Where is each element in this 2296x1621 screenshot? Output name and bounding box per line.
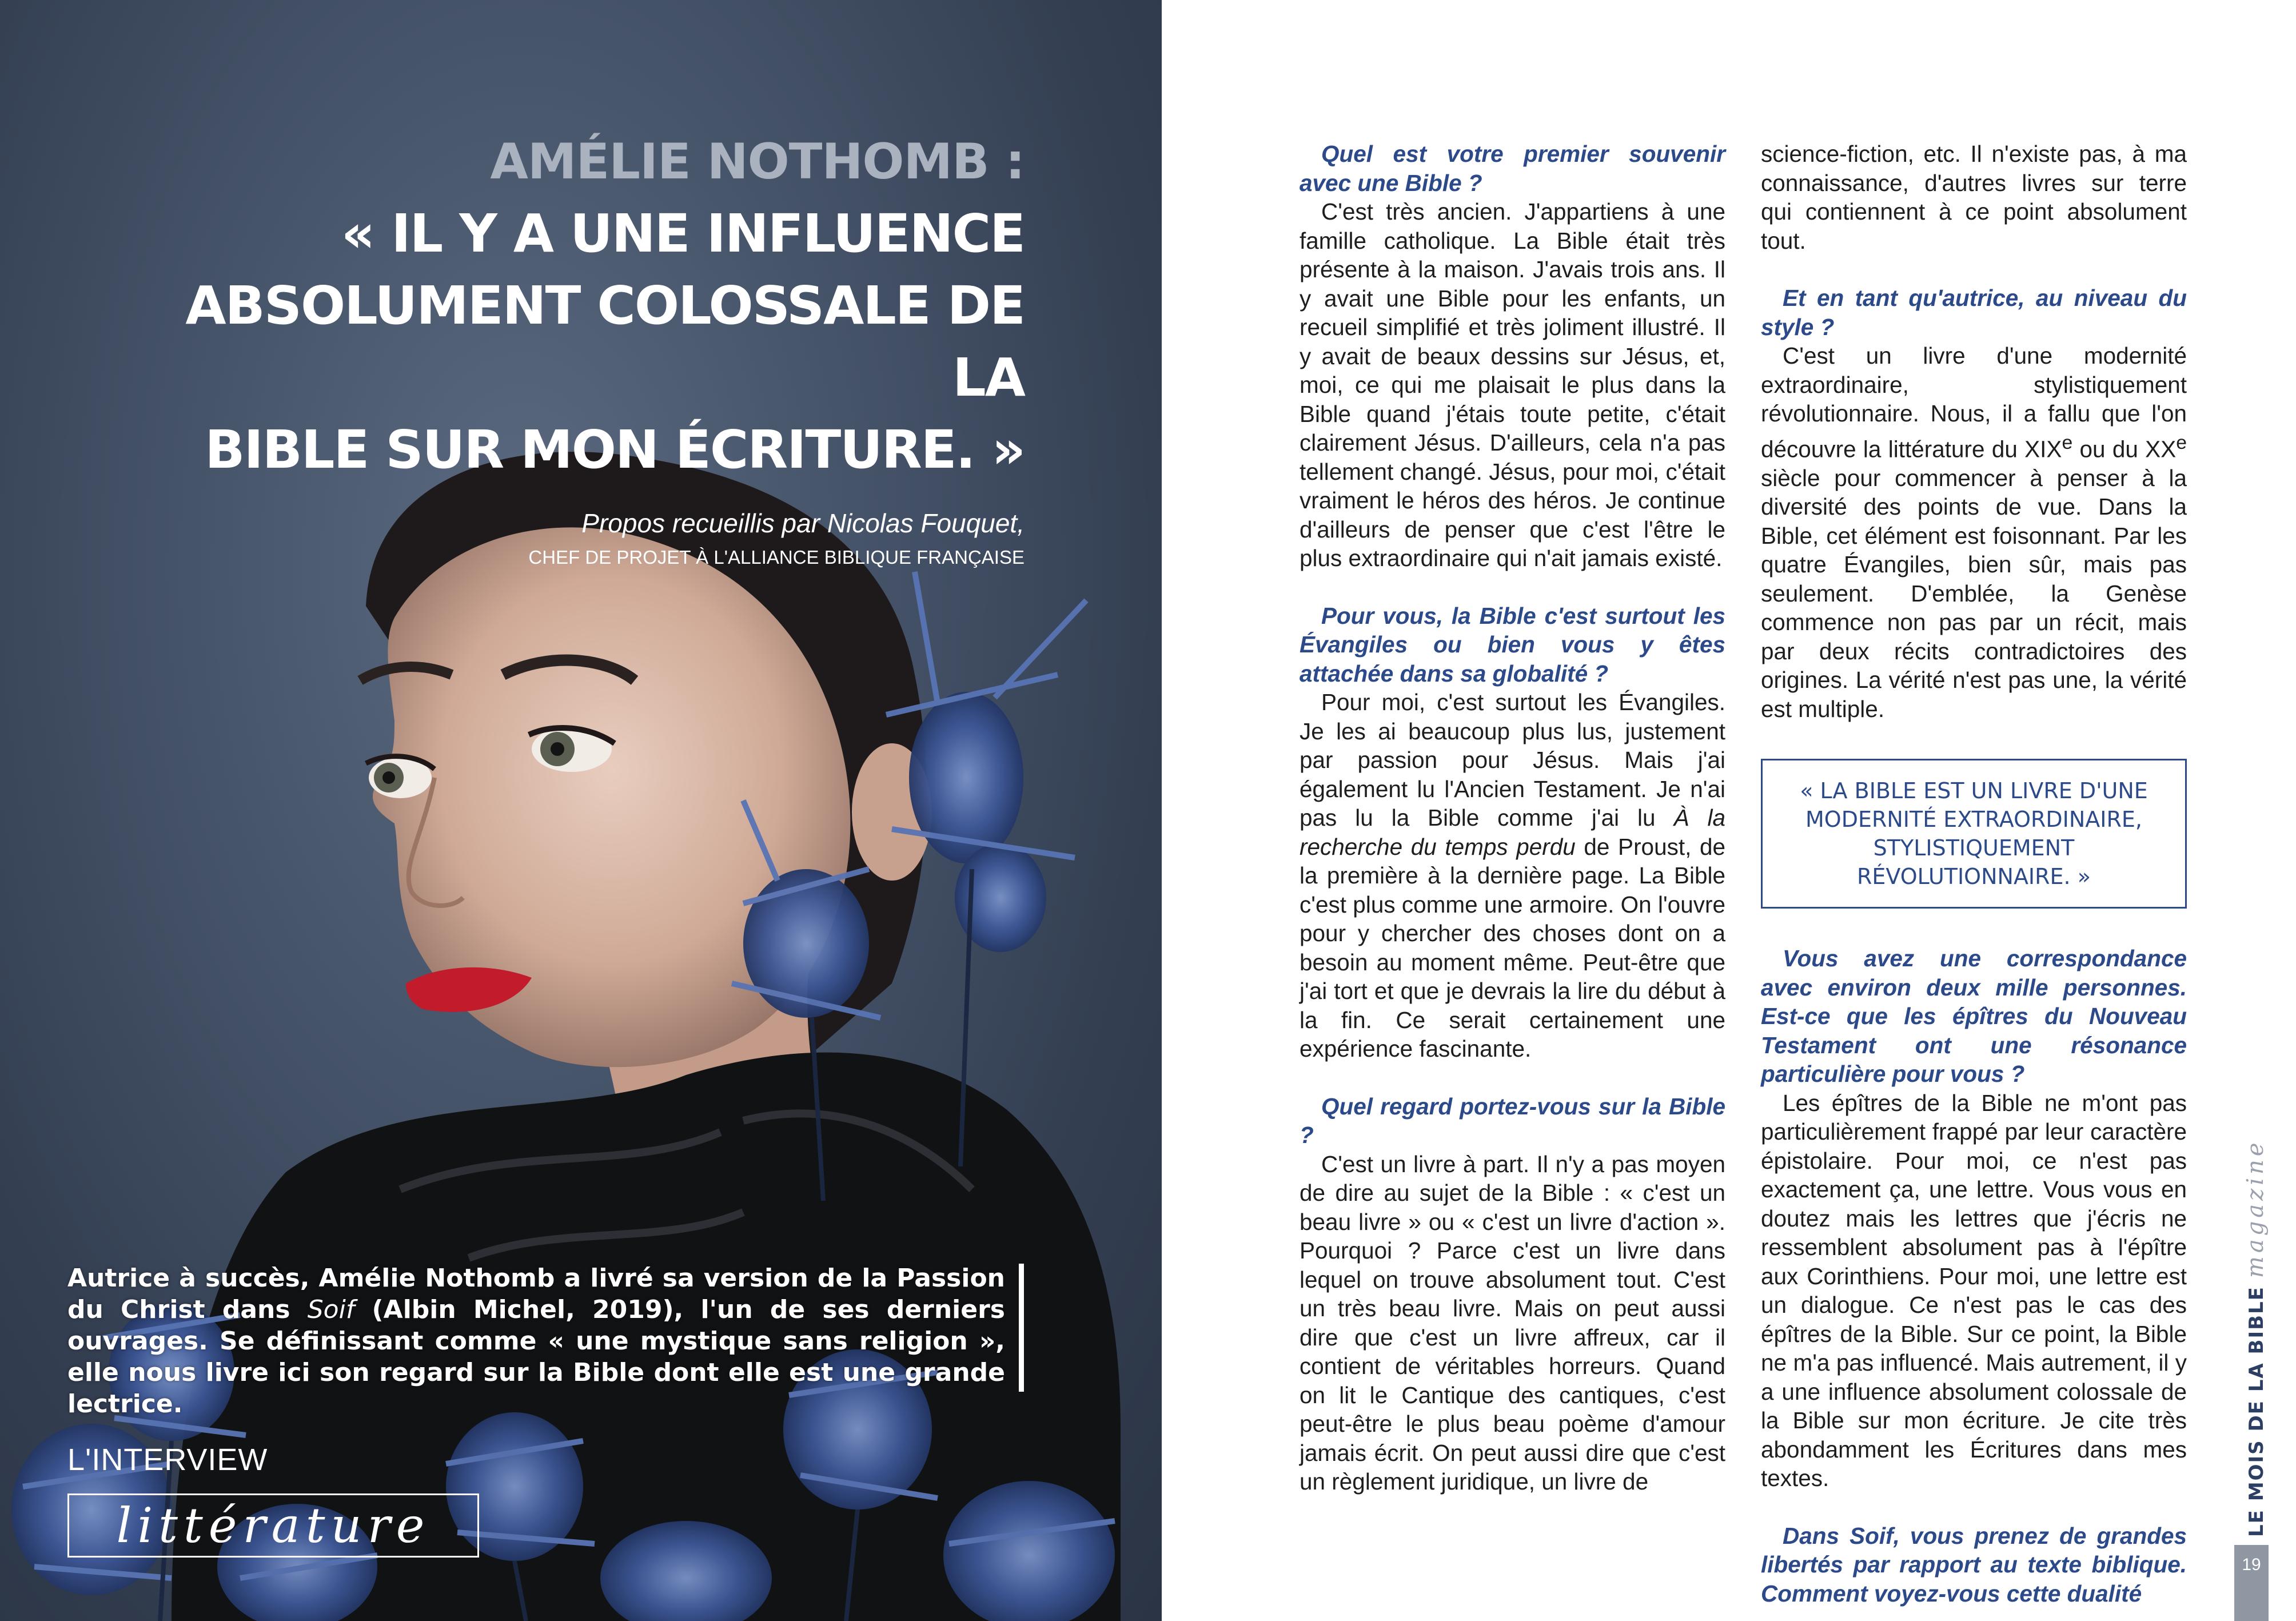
- question: Pour vous, la Bible c'est surtout les Évangiles ou bien vous y êtes attachée dans sa globalité ?: [1300, 602, 1725, 687]
- article-page: [1162, 0, 2296, 1621]
- brand-name: LE MOIS DE LA BIBLE: [2245, 1286, 2268, 1537]
- superscript: e: [2062, 431, 2073, 453]
- answer-text: C'est un livre d'une modernité extraordinaire, stylistiquement révolutionnaire. Nous, il a fallu que l'on découvre la littérature du XIX: [1761, 342, 2187, 462]
- intro-paragraph: [67, 1262, 1005, 1420]
- magazine-brand: [2234, 1139, 2269, 1537]
- pull-quote: « LA BIBLE EST UN LIVRE D'UNE MODERNITÉ EXTRAORDINAIRE, STYLISTIQUEMENT RÉVOLUTIONNAIRE. »: [1761, 759, 2187, 909]
- headline-line: « IL Y A UNE INFLUENCE: [341, 203, 1025, 264]
- intro-accent-bar: [1019, 1264, 1024, 1392]
- intro-book-title: Soif: [307, 1295, 355, 1324]
- page-number: 19: [2242, 1555, 2261, 1574]
- category-box: [67, 1493, 479, 1558]
- answer-text: siècle pour commencer à penser à la diversité des points de vue. Dans la Bible, cet élément est foisonnant. Par les quatre Évangiles, bien sûr, mais pas seulement. D'emblée, la Genèse commence non pas par un récit, mais par deux récits contradictoires des origines. La vérité n'est pas une, la vérité est multiple.: [1761, 464, 2187, 722]
- superscript: e: [2176, 431, 2187, 453]
- answer: [1300, 688, 1725, 1064]
- byline: Propos recueillis par Nicolas Fouquet,: [581, 508, 1025, 538]
- answer: [1761, 341, 2187, 723]
- question: Vous avez une correspondance avec environ deux mille personnes. Est-ce que les épîtres du Nouveau Testament ont une résonance particulière pour vous ?: [1761, 945, 2187, 1087]
- section-label: L'INTERVIEW: [67, 1443, 268, 1477]
- answer-continued: science-fiction, etc. Il n'existe pas, à ma connaissance, d'autres livres sur terre qui contiennent à ce point absolument tout.: [1761, 141, 2187, 254]
- question: Dans Soif, vous prenez de grandes libertés par rapport au texte biblique. Comment voyez-vous cette dualité: [1761, 1522, 2187, 1607]
- answer-text: de Proust, de la première à la dernière page. La Bible c'est plus comme une armoire. On l'ouvre pour y chercher des choses dont on a besoin au moment même. Peut-être que j'ai tort et que je devrais la lire du début à la fin. Ce serait certainement une expérience fascinante.: [1300, 833, 1725, 1062]
- byline-role: CHEF DE PROJET À L'ALLIANCE BIBLIQUE FRANÇAISE: [528, 547, 1025, 568]
- answer: C'est très ancien. J'appartiens à une famille catholique. La Bible était très présente à la maison. J'avais trois ans. Il y avait une Bible pour les enfants, un recueil simplifié et très joliment illustré. Il y avait de beaux dessins sur Jésus, et, moi, ce qui me plaisait le plus dans la Bible quand j'étais toute petite, c'était clairement Jésus. D'ailleurs, cela n'a pas tellement changé. Jésus, pour moi, c'était vraiment le héros des héros. Je continue d'ailleurs de penser que c'est l'être le plus extraordinaire qui n'ait jamais existé.: [1300, 198, 1725, 571]
- intro-text: Autrice à succès, Amélie Nothomb a livré sa version de la Passion du Christ dans: [67, 1264, 1005, 1324]
- book-title: À la recherche du temps perdu: [1300, 804, 1725, 860]
- headline-quote: [110, 198, 1025, 486]
- question: Et en tant qu'autrice, au niveau du style ?: [1761, 285, 2187, 340]
- answer-text: Pour moi, c'est surtout les Évangiles. Je les ai beaucoup plus lus, justement par passion pour Jésus. Mais j'ai également lu l'Ancien Testament. Je n'ai pas lu la Bible comme j'ai lu: [1300, 689, 1725, 831]
- headline-line: ABSOLUMENT COLOSSALE DE LA: [185, 275, 1025, 408]
- question: Quel est votre premier souvenir avec une Bible ?: [1300, 141, 1725, 196]
- answer: Les épîtres de la Bible ne m'ont pas particulièrement frappé par leur caractère épistolaire. Pour moi, ce n'est pas exactement ça, une lettre. Vous vous en doutez mais les lettres que j'écris ne ressemblent absolument pas à l'épître aux Corinthiens. Pour moi, une lettre est un dialogue. Ce n'est pas le cas des épîtres de la Bible. Sur ce point, la Bible ne m'a pas influencé. Mais autrement, il y a une influence absolument colossale de la Bible sur mon écriture. Je cite très abondamment les Écritures dans mes textes.: [1761, 1089, 2187, 1491]
- category-label: littérature: [116, 1497, 431, 1554]
- page-number-tab: [2234, 1545, 2269, 1621]
- question: Quel regard portez-vous sur la Bible ?: [1300, 1093, 1725, 1148]
- article-column-2: [1761, 140, 2187, 1608]
- intro-text: (Albin Michel, 2019), l'un de ses derniers ouvrages. Se définissant comme « une mystique sans religion », elle nous livre ici son regard sur la Bible dont elle est une grande lectrice.: [67, 1295, 1005, 1419]
- interviewee-name: AMÉLIE NOTHOMB :: [490, 133, 1025, 190]
- headline-line: BIBLE SUR MON ÉCRITURE. »: [205, 419, 1025, 480]
- article-column-1: [1300, 140, 1725, 1496]
- title-block: [110, 130, 1025, 568]
- answer: C'est un livre à part. Il n'y a pas moyen de dire au sujet de la Bible : « c'est un beau livre » ou « c'est un livre d'action ». Pourquoi ? Parce c'est un livre dans lequel on trouve absolument tout. C'est un très beau livre. Mais on peut aussi dire que c'est un livre affreux, car il contient de véritables horreurs. Quand on lit le Cantique des cantiques, c'est peut-être le plus beau poème d'amour jamais écrit. On peut aussi dire que c'est un règlement juridique, un livre de: [1300, 1150, 1725, 1495]
- answer-text: ou du XX: [2072, 436, 2177, 462]
- brand-subtitle: magazine: [2242, 1139, 2269, 1279]
